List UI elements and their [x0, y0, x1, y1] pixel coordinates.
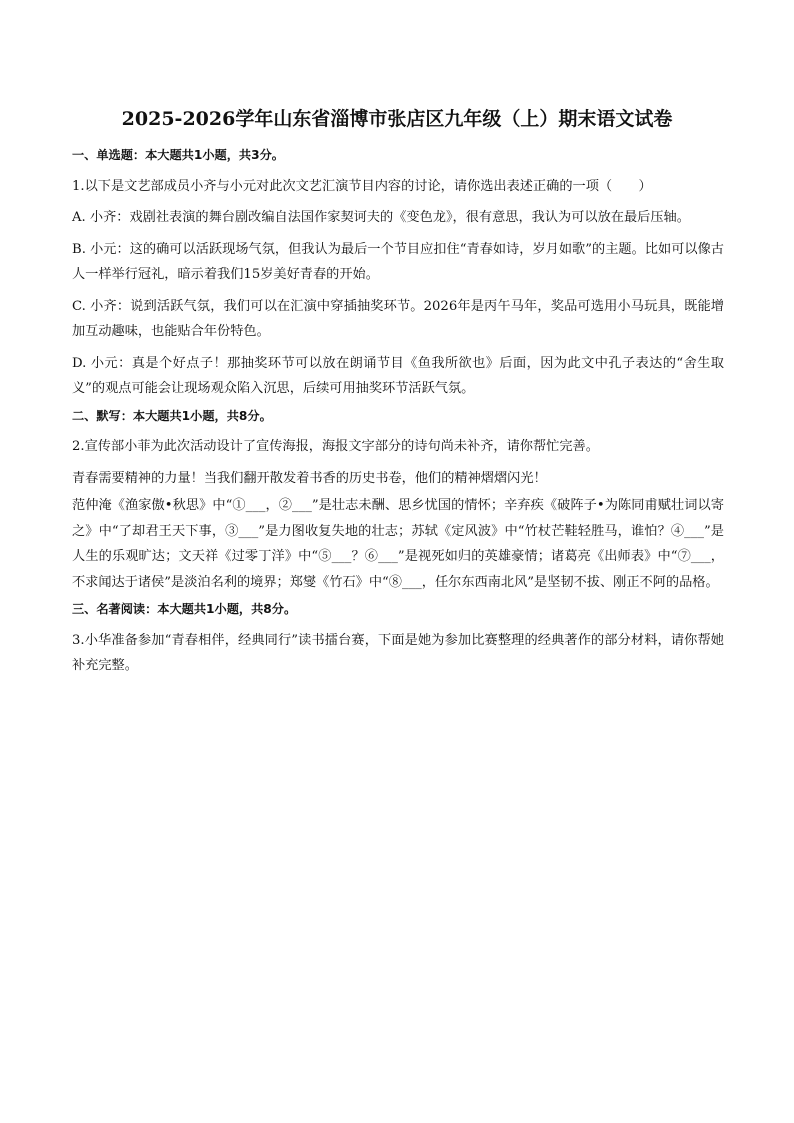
- question-2-fill-blanks: 范仲淹《渔家傲•秋思》中“①___，②___”是壮志未酬、思乡忧国的情怀；辛弃疾《破阵子•为陈同甫赋壮词以寄之》中“了却君王天下事，③___”是力图收复失地的壮志；苏轼《定风波》中“竹杖芒鞋轻胜马，谁怕？④___”是人生的乐观旷达；文天祥《过零丁洋》中“⑤___？⑥___”是视死如归的英雄豪情；诸葛亮《出师表》中“⑦___，不求闻达于诸侯”是淡泊名利的境界；郑燮《竹石》中“⑧___，任尔东西南北风”是坚韧不拔、刚正不阿的品格。: [72, 498, 724, 590]
- question-1-option-b: B. 小元：这的确可以活跃现场气氛，但我认为最后一个节目应扣住“青春如诗，岁月如歌”的主题。比如可以像古人一样举行冠礼，暗示着我们15岁美好青春的开始。: [72, 241, 724, 282]
- question-2-intro: 青春需要精神的力量！当我们翻开散发着书香的历史书卷，他们的精神熠熠闪光！: [72, 470, 547, 486]
- question-1-option-d: D. 小元：真是个好点子！那抽奖环节可以放在朗诵节目《鱼我所欲也》后面，因为此文中孔子表达的“舍生取义”的观点可能会让现场观众陷入沉思，后续可用抽奖环节活跃气氛。: [72, 355, 724, 396]
- question-3-stem: 3.小华准备参加“青春相伴，经典同行”读书擂台赛，下面是她为参加比赛整理的经典著作的部分材料，请你帮她补充完整。: [72, 632, 724, 673]
- section-heading-classic-reading: 三、名著阅读：本大题共1小题，共8分。: [72, 602, 297, 616]
- question-1-stem: 1.以下是文艺部成员小齐与小元对此次文艺汇演节目内容的讨论，请你选出表述正确的一项（ ）: [72, 178, 652, 194]
- section-heading-dictation: 二、默写：本大题共1小题，共8分。: [72, 408, 272, 423]
- exam-content: [72, 143, 724, 685]
- exam-title: 2025-2026学年山东省淄博市张店区九年级（上）期末语文试卷: [121, 108, 673, 130]
- section-heading-single-choice: 一、单选题：本大题共1小题，共3分。: [72, 148, 284, 162]
- question-1-option-c: C. 小齐：说到活跃气氛，我们可以在汇演中穿插抽奖环节。2026年是丙午马年，奖品可选用小马玩具，既能增加互动趣味，也能贴合年份特色。: [72, 298, 724, 339]
- question-1-option-a: A. 小齐：戏剧社表演的舞台剧改编自法国作家契诃夫的《变色龙》，很有意思，我认为可以放在最后压轴。: [72, 210, 690, 225]
- question-2-stem: 2.宣传部小菲为此次活动设计了宣传海报，海报文字部分的诗句尚未补齐，请你帮忙完善。: [72, 439, 599, 454]
